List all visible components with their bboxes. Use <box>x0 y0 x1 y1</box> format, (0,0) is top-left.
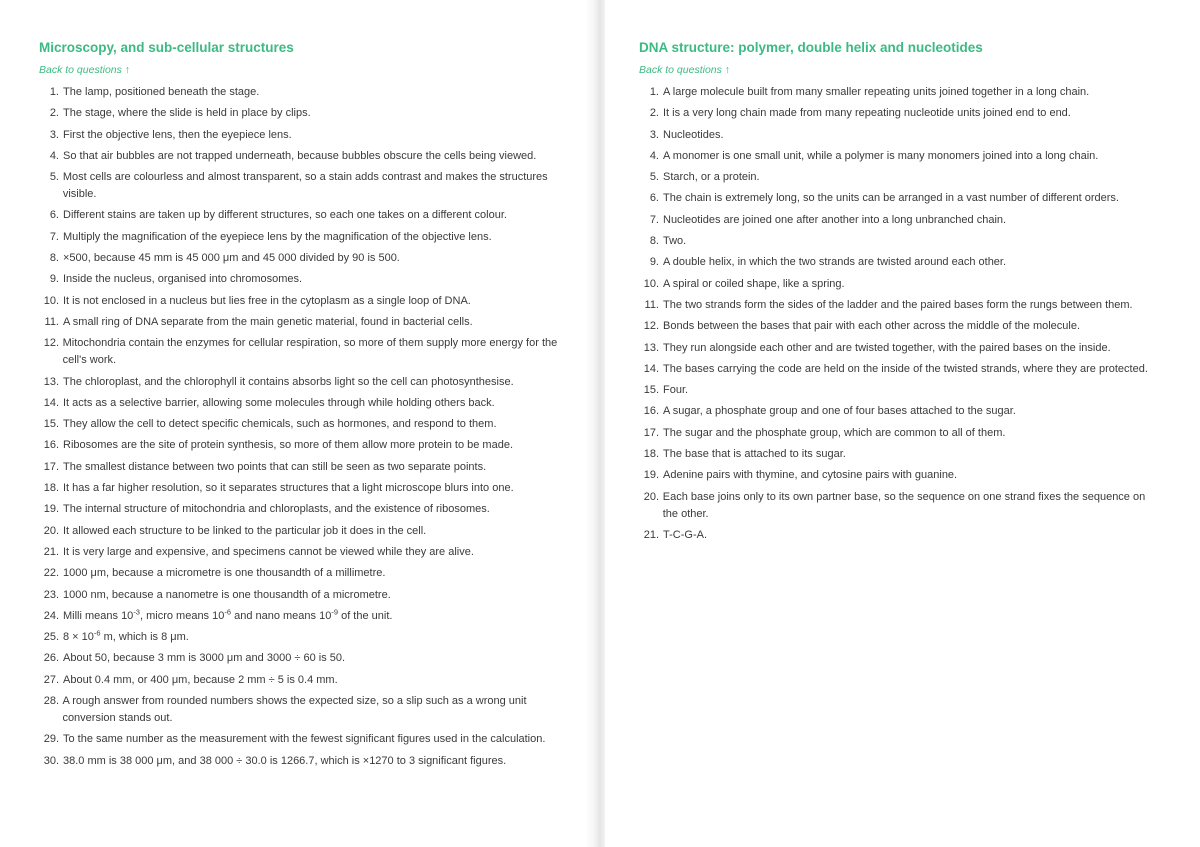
answer-text: Nucleotides. <box>663 128 724 141</box>
answer-text: First the objective lens, then the eyepiece lens. <box>63 128 292 141</box>
answer-number: 5. <box>49 171 59 184</box>
answer-number: 12. <box>43 337 59 350</box>
answer-item <box>639 297 1159 314</box>
answer-item <box>39 148 559 165</box>
answer-number: 10. <box>43 294 59 307</box>
answer-item <box>39 250 559 267</box>
back-to-questions-link[interactable]: Back to questions ↑ <box>639 64 731 76</box>
answer-text: Bonds between the bases that pair with each other across the middle of the molecule. <box>663 320 1081 333</box>
answer-item <box>639 361 1159 378</box>
answer-number: 7. <box>649 213 659 226</box>
answer-number: 1. <box>49 86 59 98</box>
answer-text: It is a very long chain made from many repeating nucleotide units joined end to end. <box>663 107 1071 120</box>
answer-number: 6. <box>649 192 659 205</box>
answer-text: Multiply the magnification of the eyepiece lens by the magnification of the objective lens. <box>63 230 492 243</box>
answer-item <box>39 672 559 689</box>
answer-number: 8. <box>649 235 659 248</box>
answer-number: 29. <box>43 733 59 746</box>
right-page <box>605 0 1200 847</box>
answer-text: The smallest distance between two points that can still be seen as two separate points. <box>63 460 487 473</box>
answer-list <box>39 84 559 774</box>
answer-text: The two strands form the sides of the ladder and the paired bases form the rungs between them. <box>663 298 1133 311</box>
answer-text-part: of the unit. <box>338 609 393 622</box>
answer-item <box>39 169 559 203</box>
answer-item <box>639 403 1159 420</box>
answer-number: 15. <box>643 384 659 397</box>
answer-text: The sugar and the phosphate group, which are common to all of them. <box>663 426 1006 439</box>
answer-item <box>639 169 1159 186</box>
answer-text: A double helix, in which the two strands are twisted around each other. <box>663 256 1007 269</box>
back-to-questions-link[interactable]: Back to questions ↑ <box>39 64 131 76</box>
answer-item <box>639 127 1159 144</box>
answer-text: Adenine pairs with thymine, and cytosine pairs with guanine. <box>663 469 958 482</box>
answer-number: 4. <box>49 149 59 162</box>
answer-item <box>639 148 1159 165</box>
answer-item <box>639 84 1159 101</box>
answer-item <box>39 293 559 310</box>
answer-item <box>639 446 1159 463</box>
answer-text: About 50, because 3 mm is 3000 μm and 3000 ÷ 60 is 50. <box>63 652 346 665</box>
answer-item <box>39 395 559 412</box>
answer-list <box>639 84 1159 548</box>
answer-item <box>639 340 1159 357</box>
answer-text: The stage, where the slide is held in place by clips. <box>63 107 311 120</box>
answer-number: 9. <box>49 273 59 286</box>
answer-text: 38.0 mm is 38 000 μm, and 38 000 ÷ 30.0 is 1266.7, which is ×1270 to 3 significant figures. <box>63 754 507 767</box>
answer-number: 19. <box>43 503 59 516</box>
exponent: -9 <box>331 607 339 617</box>
answer-number: 26. <box>43 652 59 665</box>
answer-item <box>639 527 1159 544</box>
answer-text: It has a far higher resolution, so it separates structures that a light microscope blurs into one. <box>63 482 514 495</box>
answer-text: 1000 nm, because a nanometre is one thousandth of a micrometre. <box>63 588 391 601</box>
answer-item <box>39 84 559 101</box>
answer-number: 11. <box>644 298 659 311</box>
answer-item <box>639 276 1159 293</box>
answer-item <box>639 233 1159 250</box>
answer-number: 14. <box>643 362 659 375</box>
answer-item <box>39 459 559 476</box>
answer-item <box>39 105 559 122</box>
answer-text: They run alongside each other and are twisted together, with the paired bases on the inside. <box>663 341 1111 354</box>
answer-number: 13. <box>43 375 59 388</box>
answer-number: 4. <box>649 149 659 162</box>
answer-number: 10. <box>643 277 659 290</box>
answer-number: 27. <box>43 673 59 686</box>
answer-item <box>39 335 559 369</box>
answer-item <box>639 212 1159 229</box>
answer-number: 8. <box>49 252 59 265</box>
answer-text: Most cells are colourless and almost transparent, so a stain adds contrast and makes the structures visible. <box>62 171 548 201</box>
answer-number: 15. <box>43 418 59 431</box>
answer-text: A monomer is one small unit, while a polymer is many monomers joined into a long chain. <box>663 149 1099 162</box>
answer-item <box>39 693 559 727</box>
answer-number: 18. <box>43 482 59 495</box>
answer-number: 2. <box>649 107 659 120</box>
answer-text: It acts as a selective barrier, allowing some molecules through while holding others back. <box>63 396 495 409</box>
answer-number: 13. <box>643 341 659 354</box>
answer-number: 21. <box>43 545 59 558</box>
answer-number: 23. <box>43 588 59 601</box>
answer-text: The base that is attached to its sugar. <box>663 448 846 461</box>
answer-text: They allow the cell to detect specific chemicals, such as hormones, and respond to them. <box>63 418 497 431</box>
answer-text <box>63 629 559 646</box>
answer-text: To the same number as the measurement with the fewest significant figures used in the calculation. <box>63 733 546 746</box>
answer-item <box>39 480 559 497</box>
answer-item <box>39 565 559 582</box>
answer-number: 30. <box>43 754 59 767</box>
answer-number: 25. <box>43 631 59 644</box>
answer-item <box>39 731 559 748</box>
answer-item <box>39 608 559 625</box>
answer-text: Different stains are taken up by different structures, so each one takes on a different colour. <box>63 209 507 222</box>
answer-number: 16. <box>43 439 59 452</box>
answer-number: 2. <box>49 107 59 120</box>
answer-number: 3. <box>49 128 59 141</box>
answer-number: 17. <box>643 426 659 439</box>
answer-text: ×500, because 45 mm is 45 000 μm and 45 000 divided by 90 is 500. <box>63 252 400 265</box>
answer-text: 1000 μm, because a micrometre is one thousandth of a millimetre. <box>63 567 386 580</box>
answer-number: 19. <box>643 469 659 482</box>
answer-text: About 0.4 mm, or 400 μm, because 2 mm ÷ 5 is 0.4 mm. <box>63 673 338 686</box>
answer-item <box>39 629 559 646</box>
answer-text: It allowed each structure to be linked to the particular job it does in the cell. <box>63 524 427 537</box>
answer-number: 7. <box>49 230 59 243</box>
answer-number: 16. <box>643 405 659 418</box>
answer-text: The chain is extremely long, so the units can be arranged in a vast number of different orders. <box>663 192 1119 205</box>
answer-text: Inside the nucleus, organised into chromosomes. <box>63 273 303 286</box>
answer-number: 18. <box>643 448 659 461</box>
answer-item <box>39 271 559 288</box>
answer-number: 28. <box>43 695 59 708</box>
answer-number: 20. <box>43 524 59 537</box>
answer-text: It is not enclosed in a nucleus but lies free in the cytoplasm as a single loop of DNA. <box>63 294 471 307</box>
answer-text: A large molecule built from many smaller repeating units joined together in a long chain. <box>663 86 1090 98</box>
answer-number: 3. <box>649 128 659 141</box>
answer-number: 20. <box>643 490 659 503</box>
answer-number: 21. <box>643 528 659 541</box>
section-title: Microscopy, and sub-cellular structures <box>39 40 294 55</box>
answer-item <box>639 190 1159 207</box>
answer-text: The bases carrying the code are held on the inside of the twisted strands, where they are protected. <box>663 362 1148 375</box>
answer-text: Four. <box>663 384 689 397</box>
answer-number: 6. <box>49 209 59 222</box>
answer-number: 9. <box>649 256 659 269</box>
answer-item <box>639 467 1159 484</box>
answer-text: Nucleotides are joined one after another into a long unbranched chain. <box>663 213 1007 226</box>
answer-text <box>63 608 559 625</box>
answer-number: 17. <box>43 460 59 473</box>
answer-item <box>639 318 1159 335</box>
answer-item <box>639 254 1159 271</box>
answer-text: Each base joins only to its own partner base, so the sequence on one strand fixes the sequence on the other. <box>662 490 1146 520</box>
answer-item <box>39 501 559 518</box>
answer-item <box>639 105 1159 122</box>
exponent: -3 <box>133 607 140 617</box>
answer-text: The lamp, positioned beneath the stage. <box>63 86 260 98</box>
answer-number: 1. <box>649 86 659 98</box>
answer-text-part: , micro means 10 <box>139 609 225 622</box>
answer-item <box>39 314 559 331</box>
answer-item <box>39 127 559 144</box>
answer-text-part: m, which is 8 μm. <box>100 631 189 644</box>
answer-number: 5. <box>649 171 659 184</box>
answer-item <box>39 650 559 667</box>
exponent: -6 <box>224 607 232 617</box>
answer-text: A spiral or coiled shape, like a spring. <box>663 277 845 290</box>
answer-item <box>39 544 559 561</box>
answer-item <box>639 425 1159 442</box>
answer-text: A small ring of DNA separate from the main genetic material, found in bacterial cells. <box>63 315 473 328</box>
answer-number: 22. <box>43 567 59 580</box>
answer-number: 24. <box>43 609 59 622</box>
answer-number: 12. <box>643 320 659 333</box>
answer-item <box>39 207 559 224</box>
answer-text: T-C-G-A. <box>663 528 707 541</box>
answer-item <box>39 416 559 433</box>
answer-item <box>39 374 559 391</box>
exponent: -6 <box>93 628 101 638</box>
answer-text: A sugar, a phosphate group and one of four bases attached to the sugar. <box>663 405 1016 418</box>
answer-text: Two. <box>663 235 687 248</box>
section-title: DNA structure: polymer, double helix and nucleotides <box>639 40 983 55</box>
answer-text: Mitochondria contain the enzymes for cellular respiration, so more of them supply more energy for the cell's work. <box>62 337 558 367</box>
answer-text: Starch, or a protein. <box>663 171 760 184</box>
answer-item <box>39 523 559 540</box>
answer-text: The chloroplast, and the chlorophyll it contains absorbs light so the cell can photosynthesise. <box>63 375 514 388</box>
answer-text-part: 8 × 10 <box>63 631 94 644</box>
answer-number: 14. <box>43 396 59 409</box>
answer-text: So that air bubbles are not trapped underneath, because bubbles obscure the cells being viewed. <box>63 149 537 162</box>
answer-item <box>39 437 559 454</box>
answer-text: Ribosomes are the site of protein synthesis, so more of them allow more protein to be made. <box>63 439 513 452</box>
answer-item <box>39 587 559 604</box>
answer-text-part: and nano means 10 <box>231 609 332 622</box>
answer-item <box>39 229 559 246</box>
answer-text: The internal structure of mitochondria and chloroplasts, and the existence of ribosomes. <box>63 503 490 516</box>
answer-number: 11. <box>44 315 59 328</box>
answer-item <box>639 382 1159 399</box>
answer-text-part: Milli means 10 <box>63 609 134 622</box>
answer-text: A rough answer from rounded numbers shows the expected size, so a slip such as a wrong unit conversion stands out. <box>62 695 527 725</box>
answer-item <box>639 489 1159 523</box>
answer-item <box>39 753 559 770</box>
left-page <box>0 0 595 847</box>
answer-text: It is very large and expensive, and specimens cannot be viewed while they are alive. <box>63 545 474 558</box>
